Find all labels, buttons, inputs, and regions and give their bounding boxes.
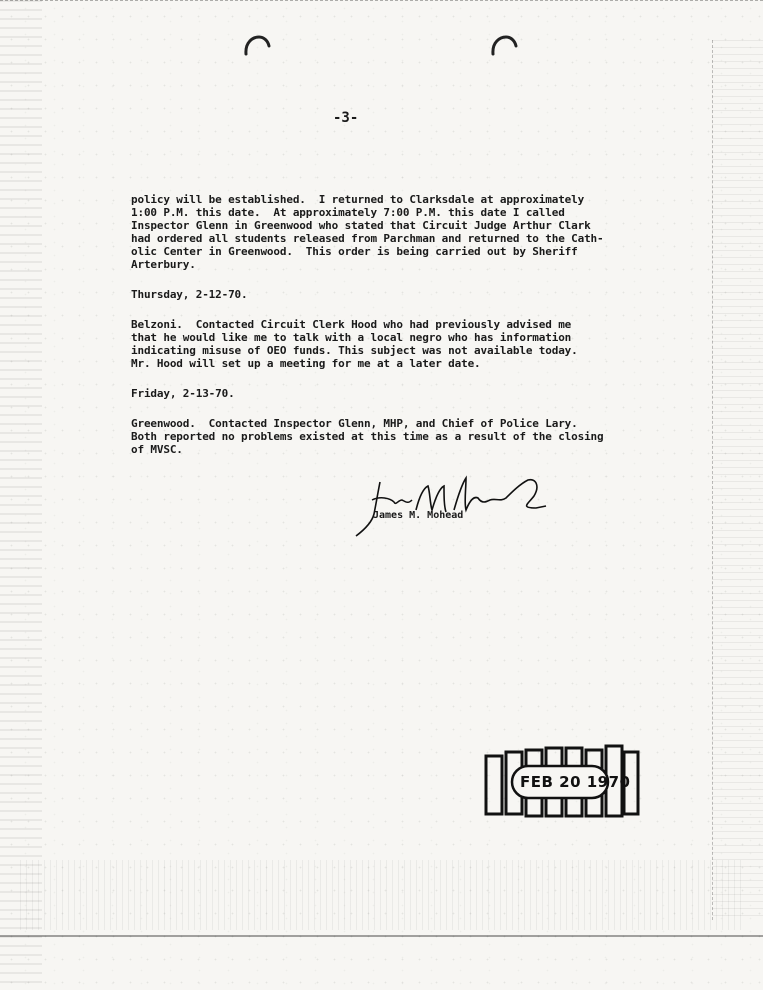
punch-hole-left-icon [243, 34, 271, 56]
text-line: Both reported no problems existed at this time as a result of the closing [131, 430, 604, 443]
paragraph-greenwood [131, 417, 631, 456]
text-line: of MVSC. [131, 443, 183, 456]
bottom-edge-line [0, 935, 763, 937]
top-edge [0, 0, 763, 4]
punch-hole-right-icon [490, 34, 518, 56]
date-heading-friday: Friday, 2-13-70. [131, 387, 235, 400]
paragraph-belzoni [131, 318, 631, 370]
text-line: had ordered all students released from Parchman and returned to the Cath- [131, 232, 604, 245]
date-heading-thursday: Thursday, 2-12-70. [131, 288, 248, 301]
left-scan-edge [0, 0, 42, 990]
stamp-date: FEB 20 1970 [520, 773, 631, 791]
text-line: Arterbury. [131, 258, 196, 271]
text-line: indicating misuse of OEO funds. This subject was not available today. [131, 344, 578, 357]
text-line: policy will be established. I returned to Clarksdale at approximately [131, 193, 585, 206]
text-line: olic Center in Greenwood. This order is being carried out by Sheriff [131, 245, 578, 258]
text-line: Belzoni. Contacted Circuit Clerk Hood who had previously advised me [131, 318, 572, 331]
page-number: -3- [333, 110, 359, 126]
text-line: Inspector Glenn in Greenwood who stated that Circuit Judge Arthur Clark [131, 219, 591, 232]
signer-name: James M. Mohead [373, 510, 464, 521]
text-line: 1:00 P.M. this date. At approximately 7:00 P.M. this date I called [131, 206, 565, 219]
text-line: that he would like me to talk with a local negro who has information [131, 331, 572, 344]
bottom-scan-noise [20, 860, 743, 930]
handwritten-signature [350, 470, 550, 540]
right-scan-edge [712, 40, 763, 920]
paragraph-friday-continued [131, 193, 631, 271]
text-line: Greenwood. Contacted Inspector Glenn, MHP, and Chief of Police Lary. [131, 417, 578, 430]
report-body [131, 193, 631, 456]
text-line: Mr. Hood will set up a meeting for me at a later date. [131, 357, 481, 370]
